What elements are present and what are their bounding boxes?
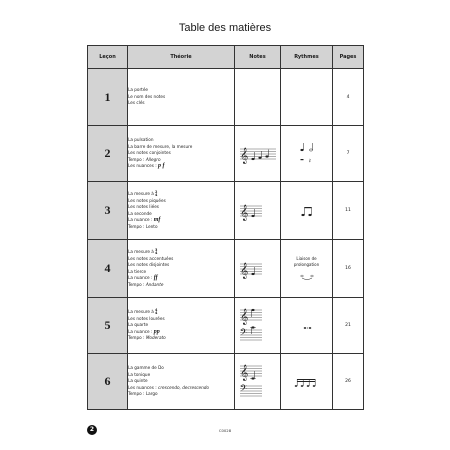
header-lecon: Leçon xyxy=(88,46,128,69)
dynamic-marking: mf xyxy=(153,217,161,223)
theory-line: La pulsation xyxy=(128,137,154,143)
grand-staff-icon xyxy=(238,306,278,346)
page-number: 11 xyxy=(333,182,364,240)
page-number: 21 xyxy=(333,298,364,354)
svg-text:𝄞: 𝄞 xyxy=(239,204,248,221)
dynamic-marking: p f xyxy=(158,163,165,170)
lesson-number: 1 xyxy=(88,69,128,126)
notes-cell xyxy=(235,182,281,240)
theory-cell xyxy=(128,69,235,126)
tempo-line: Tempo : Allegro xyxy=(128,156,161,162)
theory-line: Les notes conjointes xyxy=(128,150,171,156)
page-title: Table des matières xyxy=(178,22,272,34)
toc-table xyxy=(87,45,364,410)
svg-text:𝄢: 𝄢 xyxy=(239,382,247,396)
lesson-number: 6 xyxy=(88,354,128,410)
rhythm-cell xyxy=(281,69,333,126)
notes-cell xyxy=(235,354,281,410)
page-number: 4 xyxy=(333,69,364,126)
notes-cell xyxy=(235,126,281,182)
theory-line: Les clés xyxy=(128,100,145,106)
lesson-number: 4 xyxy=(88,240,128,298)
theory-line: La quarte xyxy=(128,322,149,328)
time-signature: 3 4 xyxy=(155,248,158,255)
theory-line: La portée xyxy=(128,87,148,93)
measure-line: La mesure à 4 4 xyxy=(128,308,158,316)
dynamic-marking: ff xyxy=(153,275,158,281)
measure-line: La mesure à 2 4 xyxy=(128,190,158,197)
theory-line: Les notes liées xyxy=(128,204,159,209)
theory-cell xyxy=(128,182,235,240)
nuance-line: Les nuances : p f xyxy=(128,163,165,170)
time-signature: 4 4 xyxy=(155,308,158,316)
page-number: 7 xyxy=(333,126,364,182)
rhythm-notes-icon xyxy=(292,141,322,167)
nuance-line: La nuance : ff xyxy=(128,275,158,281)
page-number: 26 xyxy=(333,354,364,410)
tempo-line: Tempo : Largo xyxy=(128,391,158,397)
theory-line: La tierce xyxy=(128,268,147,274)
theory-line: La seconde xyxy=(128,210,152,216)
rhythm-cell xyxy=(281,298,333,354)
theory-line: Les notes accentuées xyxy=(128,255,174,261)
nuance-line: La nuance : pp xyxy=(128,328,160,335)
table-row xyxy=(88,69,364,126)
theory-cell xyxy=(128,126,235,182)
treble-staff-icon xyxy=(238,201,278,221)
notes-cell xyxy=(235,298,281,354)
notes-cell xyxy=(235,240,281,298)
table-row xyxy=(88,182,364,240)
theory-line: La tonique xyxy=(128,371,151,377)
svg-text:𝄞: 𝄞 xyxy=(239,364,248,381)
svg-text:𝄞: 𝄞 xyxy=(239,308,248,325)
page-number: 16 xyxy=(333,240,364,298)
tempo-line: Tempo : Moderato xyxy=(128,335,166,341)
sixteenth-notes-icon xyxy=(290,374,324,390)
measure-line: La mesure à 3 4 xyxy=(128,248,158,255)
theory-line: La gamme de Do xyxy=(128,365,164,371)
theory-cell xyxy=(128,298,235,354)
header-theorie: Théorie xyxy=(128,46,235,69)
tempo-line: Tempo : Andante xyxy=(128,281,164,287)
theory-line: Les notes lourées xyxy=(128,315,165,321)
dynamic-marking: pp xyxy=(153,328,160,335)
page-number-badge: 2 xyxy=(87,425,97,435)
table-row xyxy=(88,354,364,410)
nuance-line: Les nuances : crescendo, decrescendo xyxy=(128,384,209,390)
rhythm-cell xyxy=(281,126,333,182)
header-notes: Notes xyxy=(235,46,281,69)
tempo-line: Tempo : Lento xyxy=(128,223,158,229)
lesson-number: 2 xyxy=(88,126,128,182)
lesson-number: 3 xyxy=(88,182,128,240)
notes-cell xyxy=(235,69,281,126)
treble-staff-icon xyxy=(238,144,278,164)
header-rythmes: Rythmes xyxy=(281,46,333,69)
catalog-code: C0028 xyxy=(218,428,232,433)
header-pages: Pages xyxy=(333,46,364,69)
lesson-number: 5 xyxy=(88,298,128,354)
theory-line: La quinte xyxy=(128,378,148,384)
theory-line: La barre de mesure, la mesure xyxy=(128,143,193,149)
theory-cell xyxy=(128,240,235,298)
eighth-notes-icon xyxy=(292,203,322,219)
nuance-line: La nuance : mf xyxy=(128,217,161,223)
table-row xyxy=(88,126,364,182)
grand-staff-icon xyxy=(238,362,278,402)
treble-staff-icon xyxy=(238,259,278,279)
dotted-notes-icon xyxy=(292,318,322,334)
svg-text:𝄢: 𝄢 xyxy=(239,326,247,340)
svg-text:𝄞: 𝄞 xyxy=(239,262,248,279)
svg-text:𝄞: 𝄞 xyxy=(239,147,248,164)
time-signature: 2 4 xyxy=(155,190,158,197)
table-row xyxy=(88,240,364,298)
table-row xyxy=(88,298,364,354)
theory-cell xyxy=(128,354,235,410)
rhythm-label: prolongation xyxy=(293,261,320,267)
tie-icon xyxy=(292,267,322,281)
theory-line: Les notes piquées xyxy=(128,197,166,203)
rhythm-cell xyxy=(281,182,333,240)
rhythm-label: Liaison de xyxy=(296,256,317,261)
theory-line: Le nom des notes xyxy=(128,93,166,99)
rhythm-cell xyxy=(281,240,333,298)
svg-text:𝄽: 𝄽 xyxy=(308,157,311,165)
header-row xyxy=(88,46,364,69)
theory-line: Les notes disjointes xyxy=(128,262,170,267)
rhythm-cell xyxy=(281,354,333,410)
